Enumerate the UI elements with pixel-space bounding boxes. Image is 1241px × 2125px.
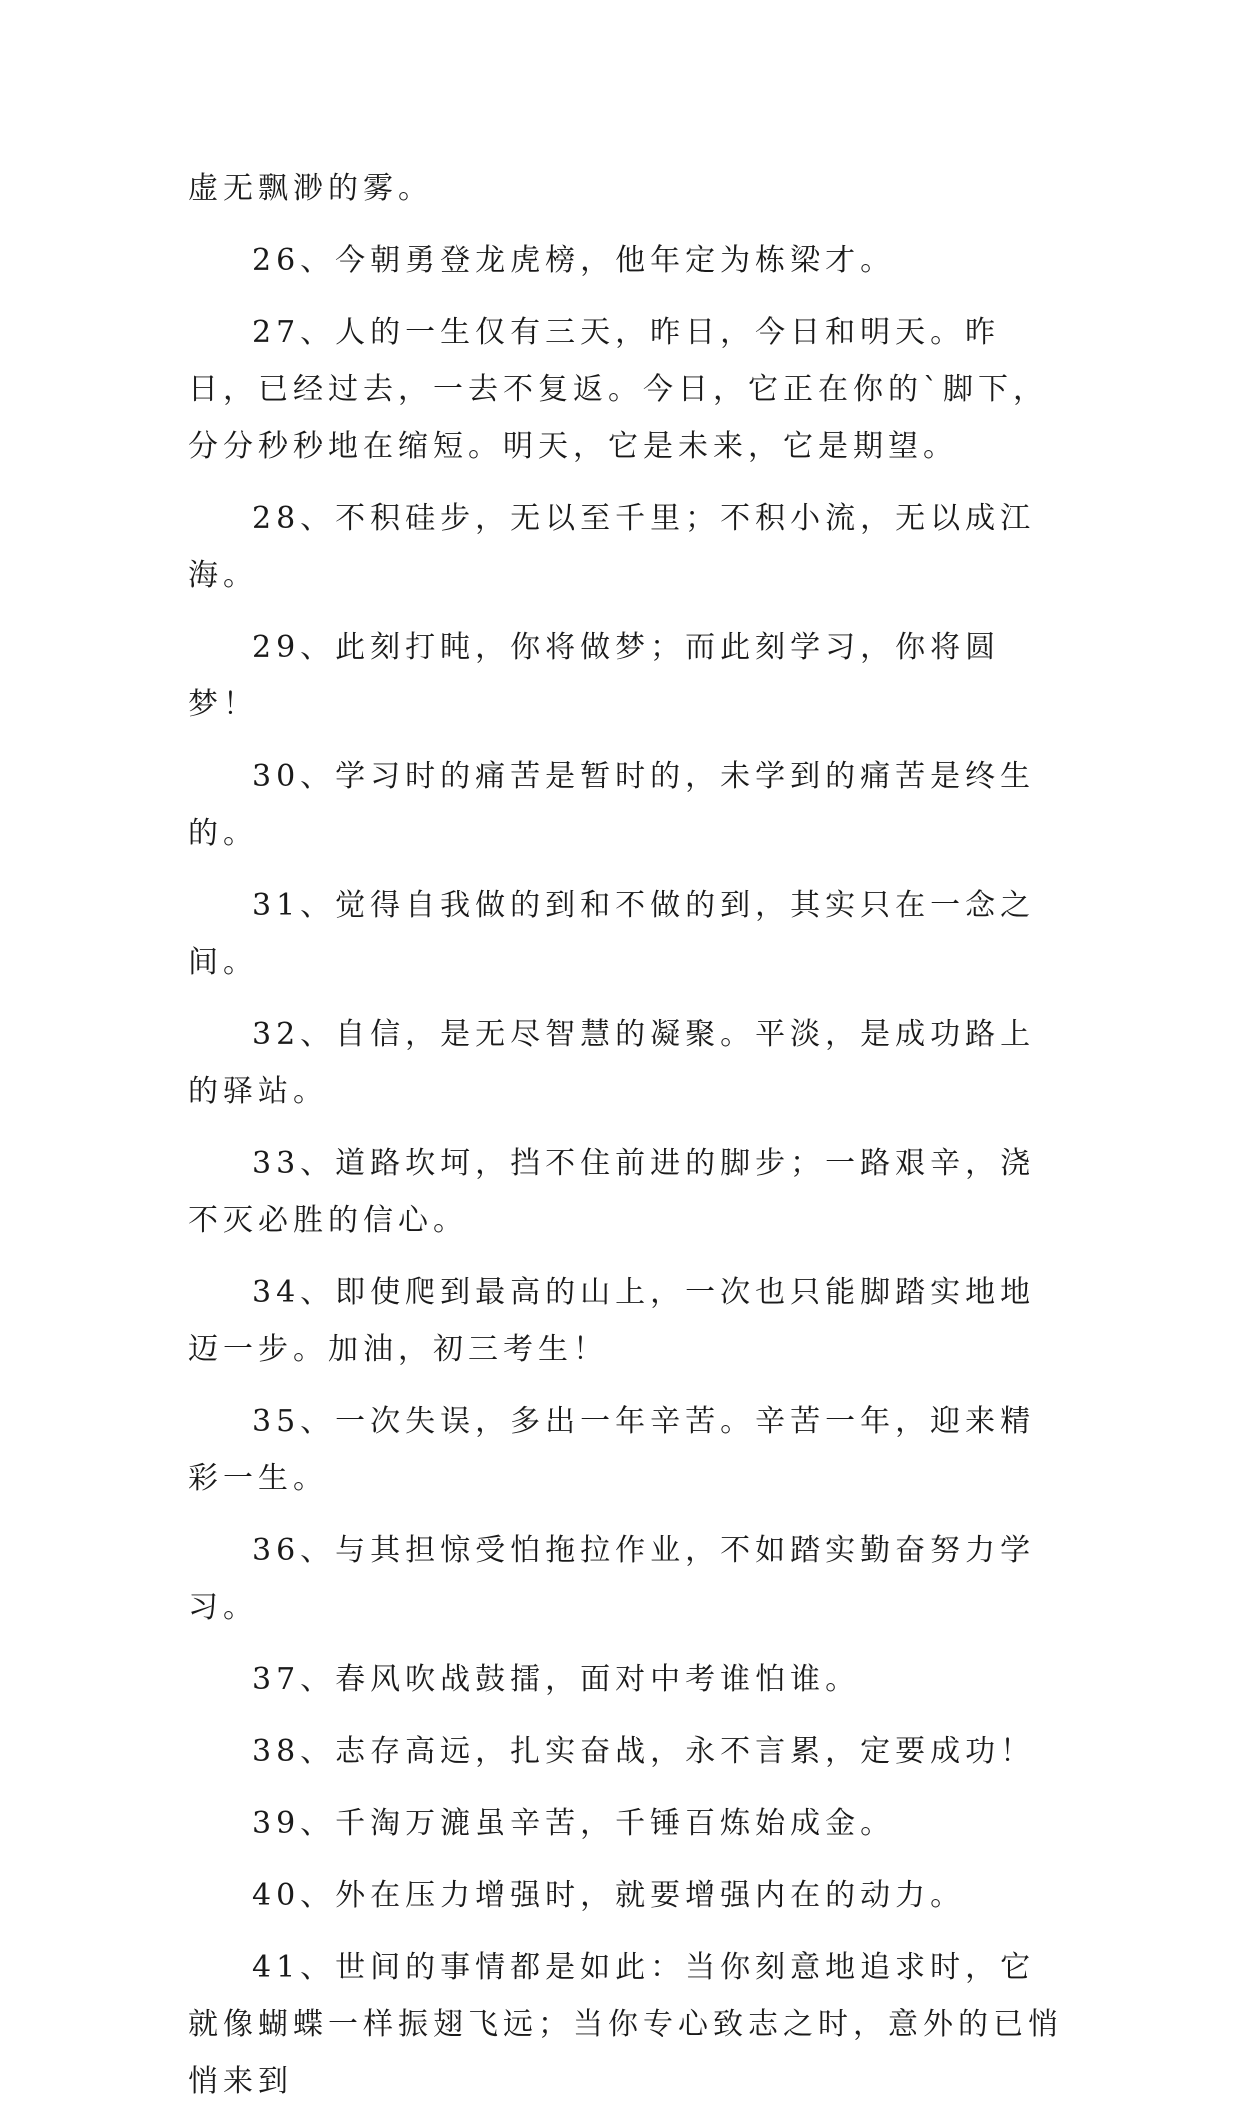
paragraph-item-36: 36、与其担惊受怕拖拉作业，不如踏实勤奋努力学习。 [188, 1533, 1036, 1625]
paragraph-continuation: 虚无飘渺的雾。 [188, 171, 433, 206]
paragraph-item-37: 37、春风吹战鼓擂，面对中考谁怕谁。 [252, 1662, 861, 1697]
paragraph-item-29: 29、此刻打盹，你将做梦；而此刻学习，你将圆梦！ [188, 630, 1001, 722]
paragraph-item-40: 40、外在压力增强时，就要增强内在的动力。 [252, 1878, 966, 1913]
document-body [188, 160, 1068, 2125]
paragraph-item-38: 38、志存高远，扎实奋战，永不言累，定要成功！ [252, 1734, 1036, 1769]
paragraph-item-35: 35、一次失误，多出一年辛苦。辛苦一年，迎来精彩一生。 [188, 1404, 1036, 1496]
paragraph-item-33: 33、道路坎坷，挡不住前进的脚步；一路艰辛，浇不灭必胜的信心。 [188, 1146, 1036, 1238]
paragraph-item-31: 31、觉得自我做的到和不做的到，其实只在一念之间。 [188, 888, 1036, 980]
paragraph-item-39: 39、千淘万漉虽辛苦，千锤百炼始成金。 [252, 1806, 896, 1841]
paragraph-item-28: 28、不积硅步，无以至千里；不积小流，无以成江海。 [188, 501, 1036, 593]
paragraph-item-34: 34、即使爬到最高的山上，一次也只能脚踏实地地迈一步。加油，初三考生！ [188, 1275, 1036, 1367]
paragraph-item-27: 27、人的一生仅有三天，昨日，今日和明天。昨日，已经过去，一去不复返。今日，它正在你的`脚下，分分秒秒地在缩短。明天，它是未来，它是期望。 [188, 315, 1048, 464]
paragraph-item-41: 41、世间的事情都是如此：当你刻意地追求时，它就像蝴蝶一样振翅飞远；当你专心致志之时，意外的已悄悄来到 [188, 1950, 1063, 2099]
paragraph-item-30: 30、学习时的痛苦是暂时的，未学到的痛苦是终生的。 [188, 759, 1036, 851]
paragraph-item-32: 32、自信，是无尽智慧的凝聚。平淡，是成功路上的驿站。 [188, 1017, 1036, 1109]
paragraph-item-26: 26、今朝勇登龙虎榜，他年定为栋梁才。 [252, 243, 896, 278]
